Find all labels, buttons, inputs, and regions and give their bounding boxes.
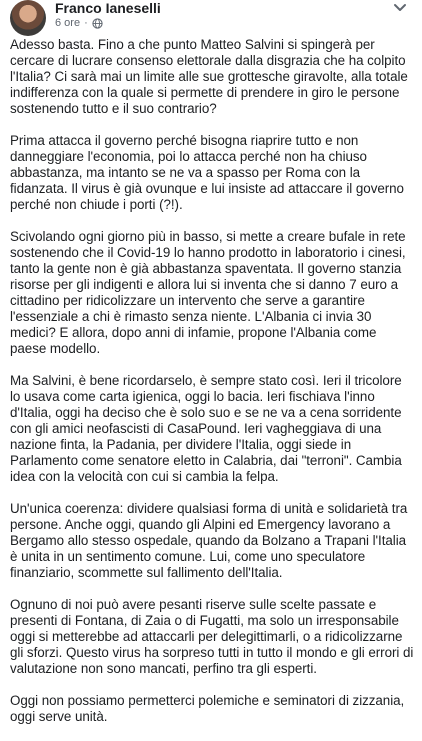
- post-paragraph: Ma Salvini, è bene ricordarselo, è sempre stato così. Ieri il tricolore lo usava come carta igienica, oggi lo bacia. Ieri fischiava l'inno d'Italia, oggi ha deciso che è solo suo e se ne va a cena sorridente con gli amici neofascisti di CasaPound. Ieri vagheggiava di una nazione finta, la Padania, per dividere l'Italia, oggi siede in Parlamento come senatore eletto in Calabria, dai "terroni". Cambia idea con la velocità con cui si cambia la felpa.: [10, 373, 402, 484]
- meta-separator: ·: [84, 17, 88, 29]
- post-paragraph: Un'unica coerenza: dividere qualsiasi forma di unità e solidarietà tra persone. Anche oggi, quando gli Alpini ed Emergency lavorano a Bergamo allo stesso ospedale, quando da Bolzano a Trapani l'Italia è unita in un sentimento comune. Lui, come uno speculatore finanziario, scommette sul fallimento dell'Italia.: [10, 501, 408, 580]
- author-name[interactable]: Franco Ianeselli: [55, 0, 161, 16]
- post-paragraph: Adesso basta. Fino a che punto Matteo Salvini si spingerà per cercare di lucrare consenso elettorale dalla disgrazia che ha colpito l'Italia? Ci sarà mai un limite alle sue grottesche giravolte, alla totale indifferenza con la quale si permette di prendere in giro le persone sostenendo tutto e il suo contrario?: [10, 37, 408, 116]
- post-paragraph: Prima attacca il governo perché bisogna riaprire tutto e non danneggiare l'economia, poi lo attacca perché non ha chiuso abbastanza, ma intanto se ne va a spasso per Roma con la fidanzata. Il virus è già ovunque e lui insiste ad attaccare il governo perché non chiude i porti (?!).: [10, 133, 404, 212]
- post-meta: [55, 17, 103, 29]
- post-paragraph: Oggi non possiamo permetterci polemiche e seminatori di zizzania, oggi serve unità.: [10, 693, 405, 724]
- chevron-down-icon[interactable]: [392, 0, 408, 16]
- post-paragraph: Scivolando ogni giorno più in basso, si mette a creare bufale in rete sostenendo che il Covid-19 lo hanno prodotto in laboratorio i cinesi, tanto la gente non è già abbastanza spaventata. Il governo stanzia risorse per gli indigenti e allora lui si inventa che si danno 7 euro a cittadino per ridicolizzare un intervento che serve a garantire l'essenziale a chi è rimasto senza niente. L'Albania ci invia 30 medici? E allora, dopo anni di infamie, propone l'Albania come paese modello.: [10, 229, 406, 356]
- post-paragraph: Ognuno di noi può avere pesanti riserve sulle scelte passate e presenti di Fontana, di Zaia o di Fugatti, ma solo un irresponsabile oggi si metterebbe ad attaccarli per delegittimarli, o a ridicolizzarne gli sforzi. Questo virus ha sorpreso tutti in tutto il mondo e gli errori di valutazione non sono mancati, perfino tra gli esperti.: [10, 597, 414, 676]
- post-header: [0, 0, 422, 40]
- avatar[interactable]: [10, 0, 46, 36]
- post-time[interactable]: 6 ore: [55, 17, 81, 29]
- post-body: [10, 37, 414, 741]
- globe-icon: [92, 18, 103, 29]
